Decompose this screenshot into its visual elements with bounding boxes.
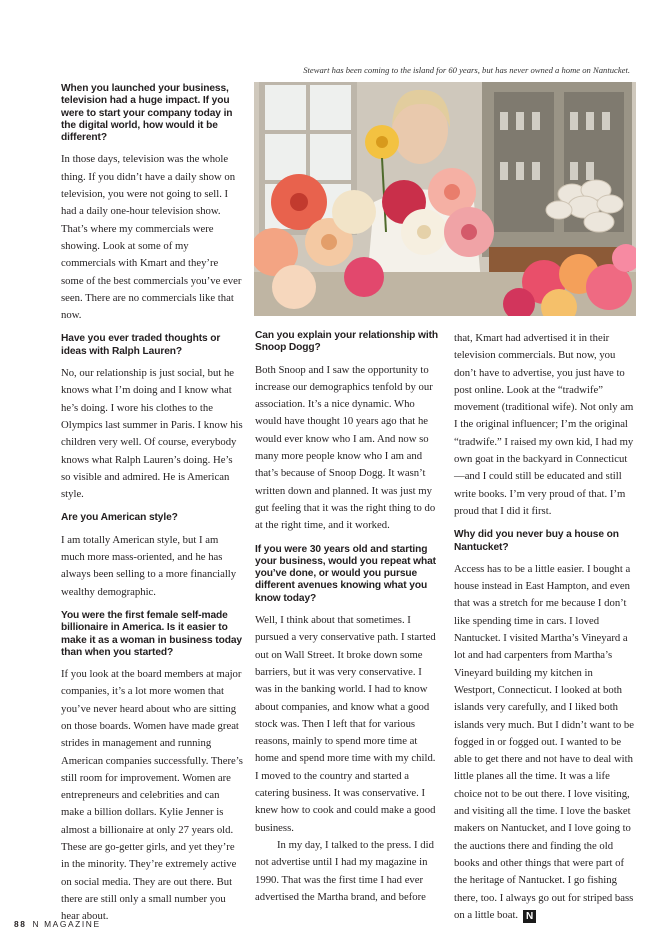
question-heading: Why did you never buy a house on Nantucket? xyxy=(454,529,619,553)
column-2 xyxy=(255,330,440,915)
photo-martha-stewart-with-dahlias-icon xyxy=(254,82,636,316)
answer-paragraph: Both Snoop and I saw the opportunity to increase our demographics tenfold by our association. It’s a nice dynamic. Who would have thought 10 years ago that he would ever know who I am. And now so many more people know who I am and that’s because of Snoop Dogg. It wasn’t written down and planned. It was just my gut feeling that it was the right thing to do at the right time, and it worked. xyxy=(255,363,436,532)
question-heading: If you were 30 years old and starting your business, would you repeat what you’ve done, or would you pursue different avenues knowing what you know today? xyxy=(255,543,436,604)
end-mark-icon: N xyxy=(523,910,536,923)
answer-paragraph: Well, I think about that sometimes. I pursued a very conservative path. I started out on Wall Street. It broke down some barriers, but it was very conservative. I was in the banking world. I had to know about companies, and know what a good stock was. Then I left that for various reasons, mainly to spend more time at home and spend more time with my child. I moved to the country and started a catering business. It was conservative. I knew how to cook and could make a good business. xyxy=(255,614,436,834)
answer-paragraph xyxy=(454,561,636,924)
answer-paragraph: that, Kmart had advertised it in their television commercials. But now, you don’t have to advertise, you just have to post online. Look at the “tradwife” movement (traditional wife). Not only am I the original influencer; I’m the original “tradwife.” I raised my own kid, I had my own goat in the backyard in Connecticut—and I could still be educated and still write books. I’m very proud of that. I’m proud that I did it first. xyxy=(454,332,634,517)
question-heading: Have you ever traded thoughts or ideas with Ralph Lauren? xyxy=(61,333,221,357)
column-3 xyxy=(454,330,636,933)
magazine-name: N MAGAZINE xyxy=(32,919,101,929)
question-heading: Can you explain your relationship with Snoop Dogg? xyxy=(255,330,438,354)
feature-photo xyxy=(254,82,636,316)
question-heading: When you launched your business, television had a huge impact. If you were to start your company today in the digital world, how would it be different? xyxy=(61,83,233,144)
page-number: 88 xyxy=(14,919,27,929)
answer-paragraph: No, our relationship is just social, but he knows what I’m doing and I know what he’s doing. I wore his clothes to the Olympics last summer in Paris. I know his children very well. Of course, everybody knows what Ralph Lauren’s doing. He’s so visible and admired. He is American style. xyxy=(61,367,243,501)
question-heading: You were the first female self-made billionaire in America. Is it easier to make it as a woman in business today than when you started? xyxy=(61,609,242,658)
question-heading: Are you American style? xyxy=(61,512,178,524)
answer-text: Access has to be a little easier. I bought a house instead in East Hampton, and even that was a stretch for me because I don’t like spending time in cars. I loved Nantucket. I visited Martha’s Vineyard a lot and had carpenters from Martha’s Vineyard building my kitchen in Westport, Connecticut. I looked at both islands very carefully, and I liked both islands very much. But I didn’t want to be fogged in or fogged out. I wanted to be able to get there and not have to deal with little planes all the time. It was a life choice not to be out there. I love visiting, and visiting all the time. I love the basket makers on Nantucket, and I love going to the auctions there and finding the old books and other things that were part of the heritage of Nantucket. I go fishing there, too. I always go out for striped bass on a little boat. xyxy=(454,562,634,921)
page-folio xyxy=(14,919,101,929)
answer-paragraph: In my day, I talked to the press. I did not advertise until I had my magazine in 1990. That was the first time I had ever advertised the Martha brand, and before xyxy=(255,838,434,903)
answer-paragraph: I am totally American style, but I am much more mass-oriented, and he has always been selling to a more financially wealthy demographic. xyxy=(61,533,237,598)
column-1 xyxy=(61,83,243,935)
answer-paragraph: In those days, television was the whole thing. If you didn’t have a daily show on television, you were not going to sell. I had a daily one-hour television show. That’s where my commercials were showing. Look at some of my commercials with Kmart and they’re some of the best commercials you’ve ever seen. There are no commercials like that now. xyxy=(61,153,242,322)
photo-caption: Stewart has been coming to the island for 60 years, but has never owned a home on Nantucket. xyxy=(303,65,630,75)
answer-paragraph: If you look at the board members at major companies, it’s a lot more women that you’ve never heard about who are sitting on those boards. Women have made great strides in management and running American companies successfully. There’s still room for improvement. Women are entrepreneurs and celebrities and can make a billion dollars. Kylie Jenner is almost a billionaire at only 27 years old. These are go-getter girls, and yet they’re in the minority. They’re extremely active on social media. They are out there. But there are still only a small number you hear about. xyxy=(61,668,243,923)
